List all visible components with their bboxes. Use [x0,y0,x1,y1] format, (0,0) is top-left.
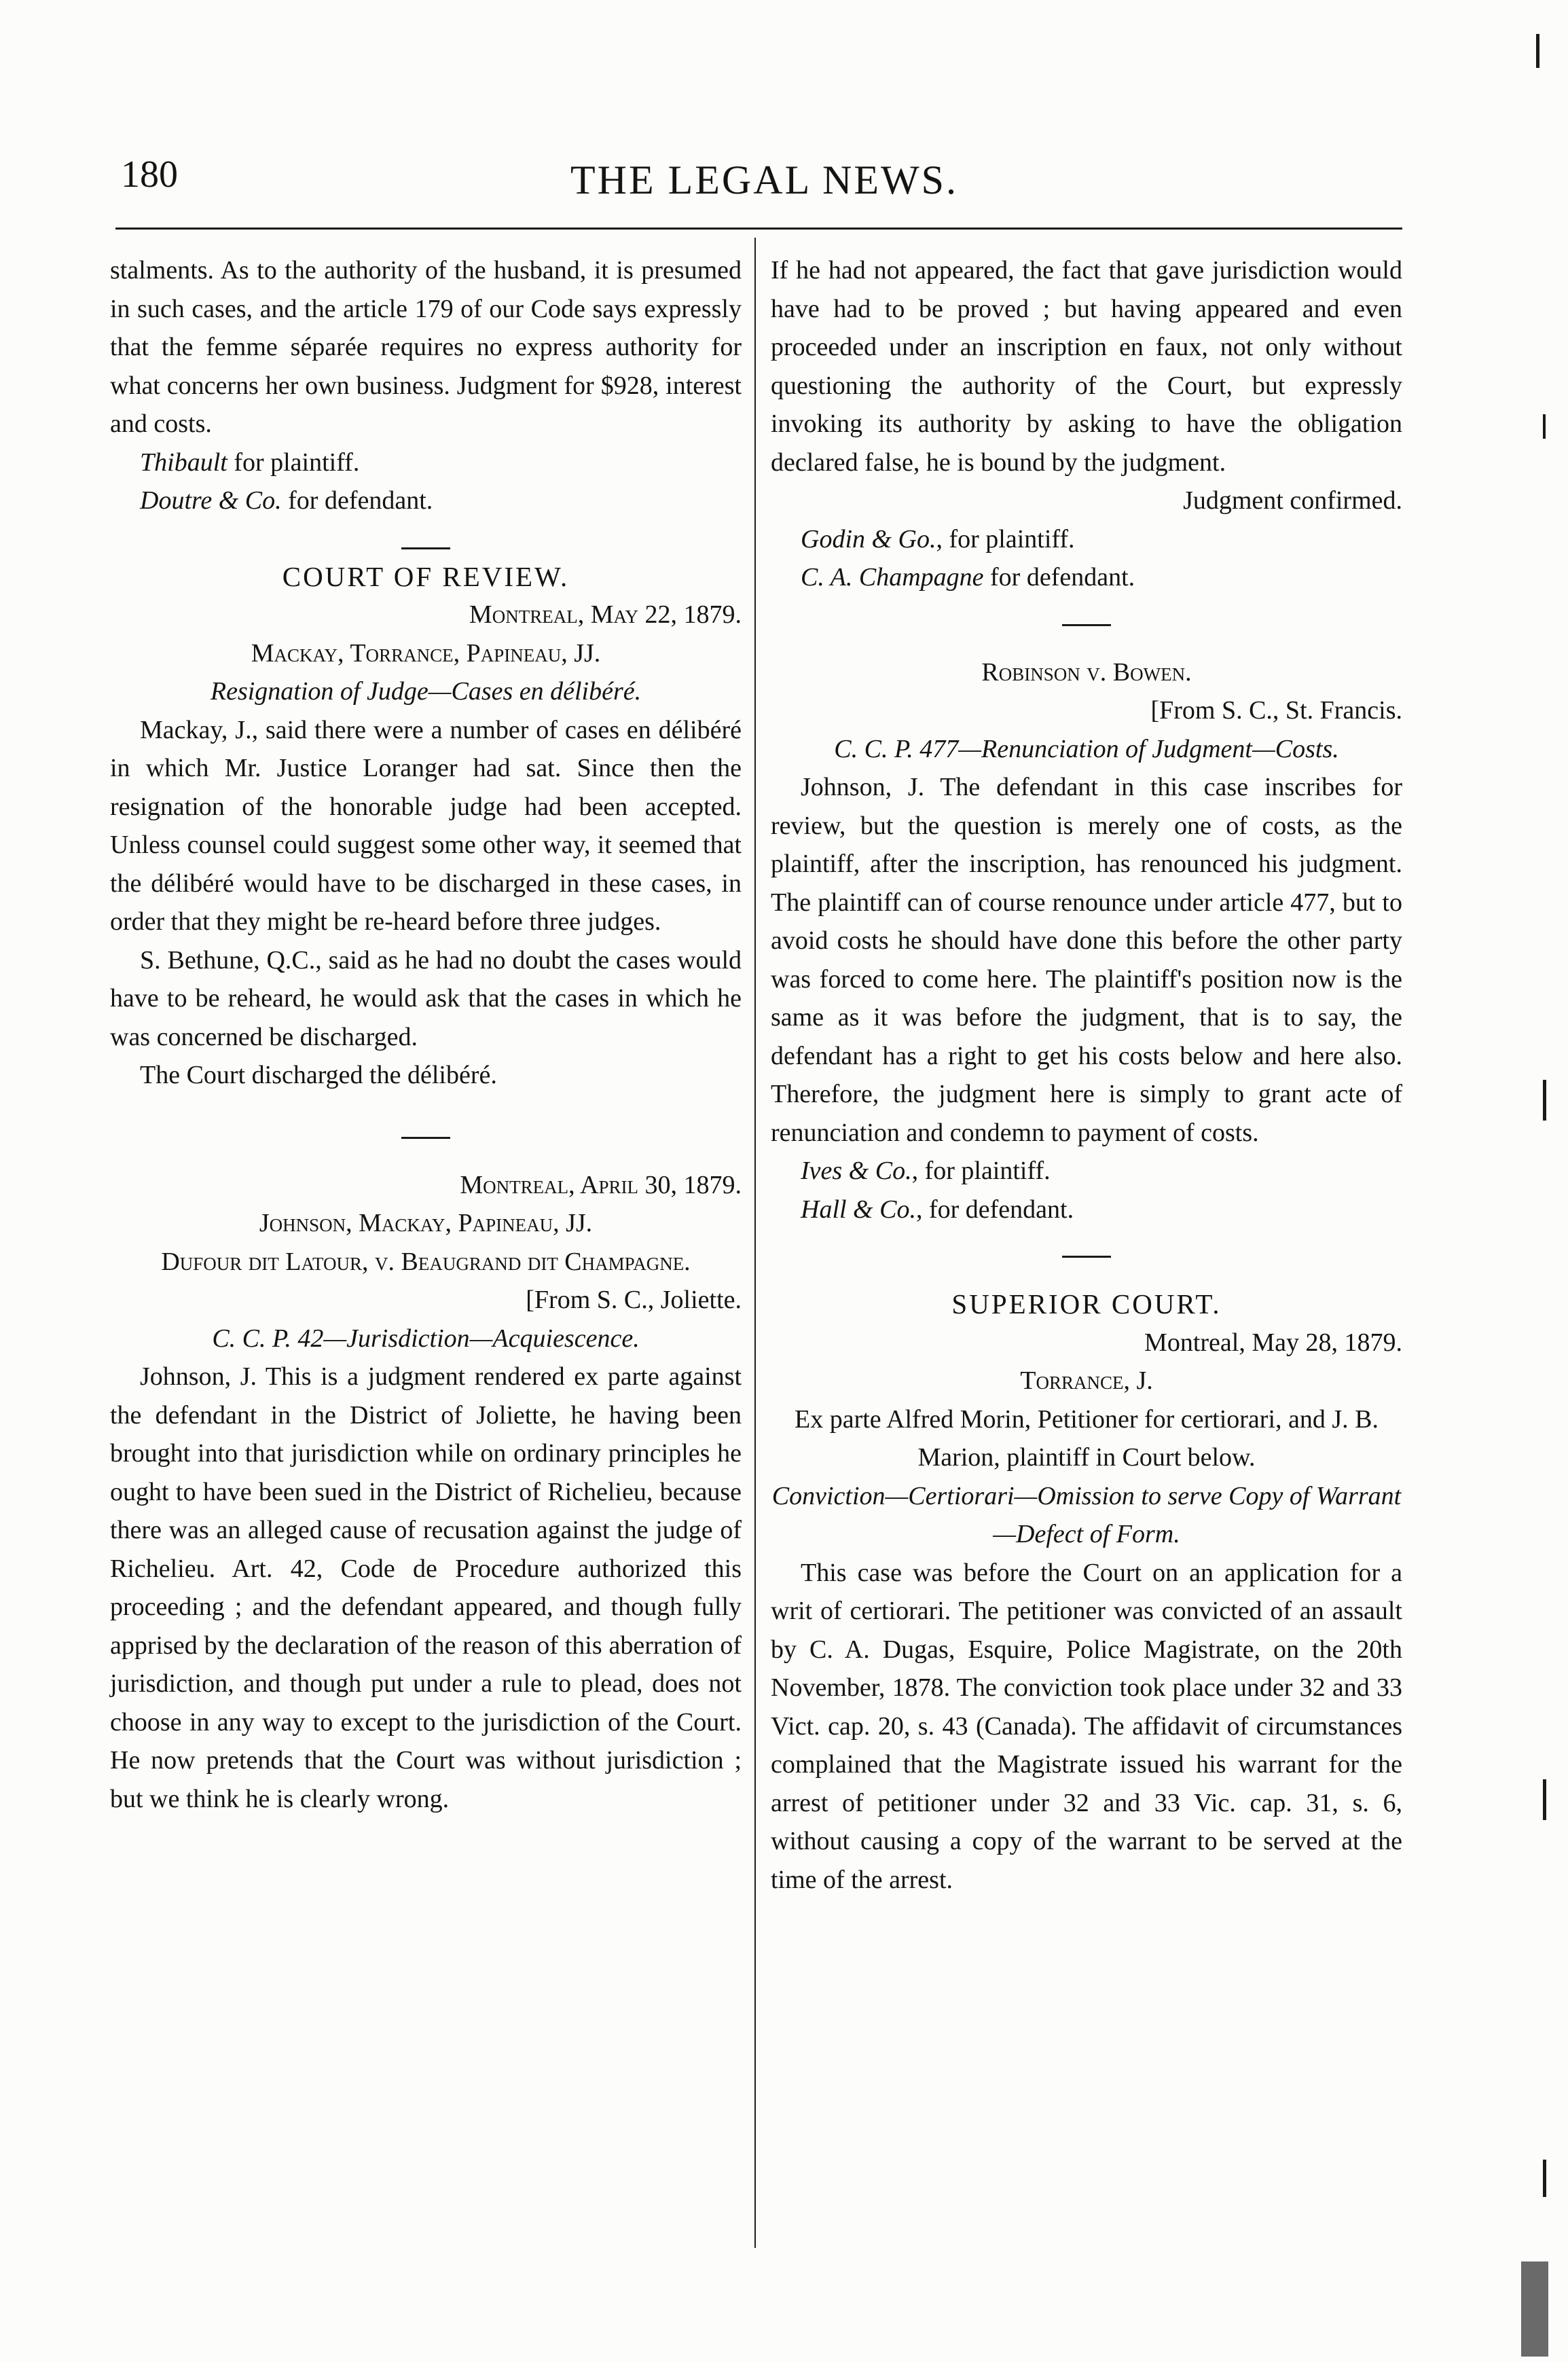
case-parties: Robinson v. Bowen. [981,657,1192,687]
counsel-line: Thibault for plaintiff. [140,448,360,477]
case-date: Montreal, May 22, 1879. [469,600,742,629]
case-judges: Johnson, Mackay, Papineau, JJ. [259,1209,593,1237]
page-number: 180 [121,153,178,196]
body-paragraph: Johnson, J. This is a judgment rendered ex parte against the defendant in the District of Joliette, he having been brought into that jurisdiction while on ordinary principles he ought to have been sued in the District of Richelieu, because there was an alleged cause of recusation against the judge of Richelieu. Art. 42, Code de Procedure authorized this proceeding ; and the defendant appeared, and though fully apprised by the declaration of the reason of this aberration of jurisdiction, and though put under a rule to plead, does not choose in any way to except to the jurisdiction of the Court. He now pretends that the Court was without jurisdiction ; but we think he is clearly wrong. [110,1362,742,1813]
scan-edge-mark [1543,1080,1546,1121]
case-subject: C. C. P. 477—Renunciation of Judgment—Costs. [834,734,1339,763]
counsel-line: Godin & Go., for plaintiff. [801,524,1075,553]
case-origin: [From S. C., Joliette. [526,1286,742,1314]
body-paragraph: Mackay, J., said there were a number of cases en délibéré in which Mr. Justice Loranger had sat. Since then the resignation of the honorable judge had been accepted. Unless counsel could suggest some other way, it seemed that the délibéré would have to be discharged in these cases, in order that they might be re-heard before three judges. [110,715,742,936]
counsel-line: Ives & Co., for plaintiff. [801,1157,1051,1185]
section-heading: SUPERIOR COURT. [951,1288,1222,1320]
right-column [771,251,1402,1899]
case-subject: Resignation of Judge—Cases en délibéré. [210,677,642,706]
judgment-line: Judgment confirmed. [1183,486,1402,515]
continued-paragraph: If he had not appeared, the fact that gave jurisdiction would have had to be proved ; but having appeared and even proceeded under an inscription en faux, not only without questioning the authority of the Court, but expressly invoking its authority by asking to have the obligation declared false, he is bound by the judgment. [771,256,1402,477]
body-paragraph: This case was before the Court on an application for a writ of certiorari. The petitioner was convicted of an assault by C. A. Dugas, Esquire, Police Magistrate, on the 20th November, 1878. The conviction took place under 32 and 33 Vict. cap. 20, s. 43 (Canada). The affidavit of circumstances complained that the Magistrate issued his warrant for the arrest of petitioner under 32 and 33 Vic. cap. 31, s. 6, without causing a copy of the warrant to be served at the time of the arrest. [771,1558,1402,1894]
body-paragraph: Johnson, J. The defendant in this case inscribes for review, but the question is merely one of costs, as the plaintiff, after the inscription, has renounced his judgment. The plaintiff can of course renounce under article 477, but to avoid costs he should have done this before the other party was forced to come here. The plaintiff's position now is the same as it was before the judgment, that is to say, the defendant has a right to get his costs below and here also. Therefore, the judgment here is simply to grant acte of renunciation and condemn to payment of costs. [771,773,1402,1147]
case-subject: C. C. P. 42—Jurisdiction—Acquiescence. [212,1324,640,1353]
counsel-line: Hall & Co., for defendant. [801,1195,1074,1224]
body-paragraph: S. Bethune, Q.C., said as he had no doubt the cases would have to be reheard, he would ask that the cases in which he was concerned be discharged. [110,945,742,1051]
scan-edge-mark [1543,1779,1546,1820]
running-title: THE LEGAL NEWS. [570,158,958,202]
case-date: Montreal, April 30, 1879. [460,1170,742,1199]
case-parties: Dufour dit Latour, v. Beaugrand dit Champagne. [161,1247,691,1276]
scan-edge-mark [1543,414,1546,439]
section-heading: COURT OF REVIEW. [282,560,570,592]
case-origin: [From S. C., St. Francis. [1150,696,1402,725]
scan-edge-mark [1521,2261,1548,2357]
header-rule [115,228,1402,230]
counsel-line: Doutre & Co. for defendant. [140,486,433,515]
counsel-line: C. A. Champagne for defendant. [801,563,1135,592]
case-judges: Torrance, J. [1020,1366,1153,1395]
body-paragraph: The Court discharged the délibéré. [140,1061,497,1089]
case-date: Montreal, May 28, 1879. [1144,1328,1402,1357]
continued-paragraph: stalments. As to the authority of the husband, it is presumed in such cases, and the article 179 of our Code says expressly that the femme séparée requires no express authority for what concerns her own business. Judgment for $928, interest and costs. [110,256,742,438]
scan-edge-mark [1536,34,1539,68]
case-judges: Mackay, Torrance, Papineau, JJ. [251,638,601,668]
case-subject: Conviction—Certiorari—Omission to serve Copy of Warrant—Defect of Form. [771,1481,1402,1548]
column-divider [754,238,756,2248]
left-column [110,251,742,1818]
case-parties: Ex parte Alfred Morin, Petitioner for certiorari, and J. B. Marion, plaintiff in Court below. [794,1404,1379,1472]
scan-edge-mark [1543,2160,1546,2197]
page-header [115,153,1406,207]
